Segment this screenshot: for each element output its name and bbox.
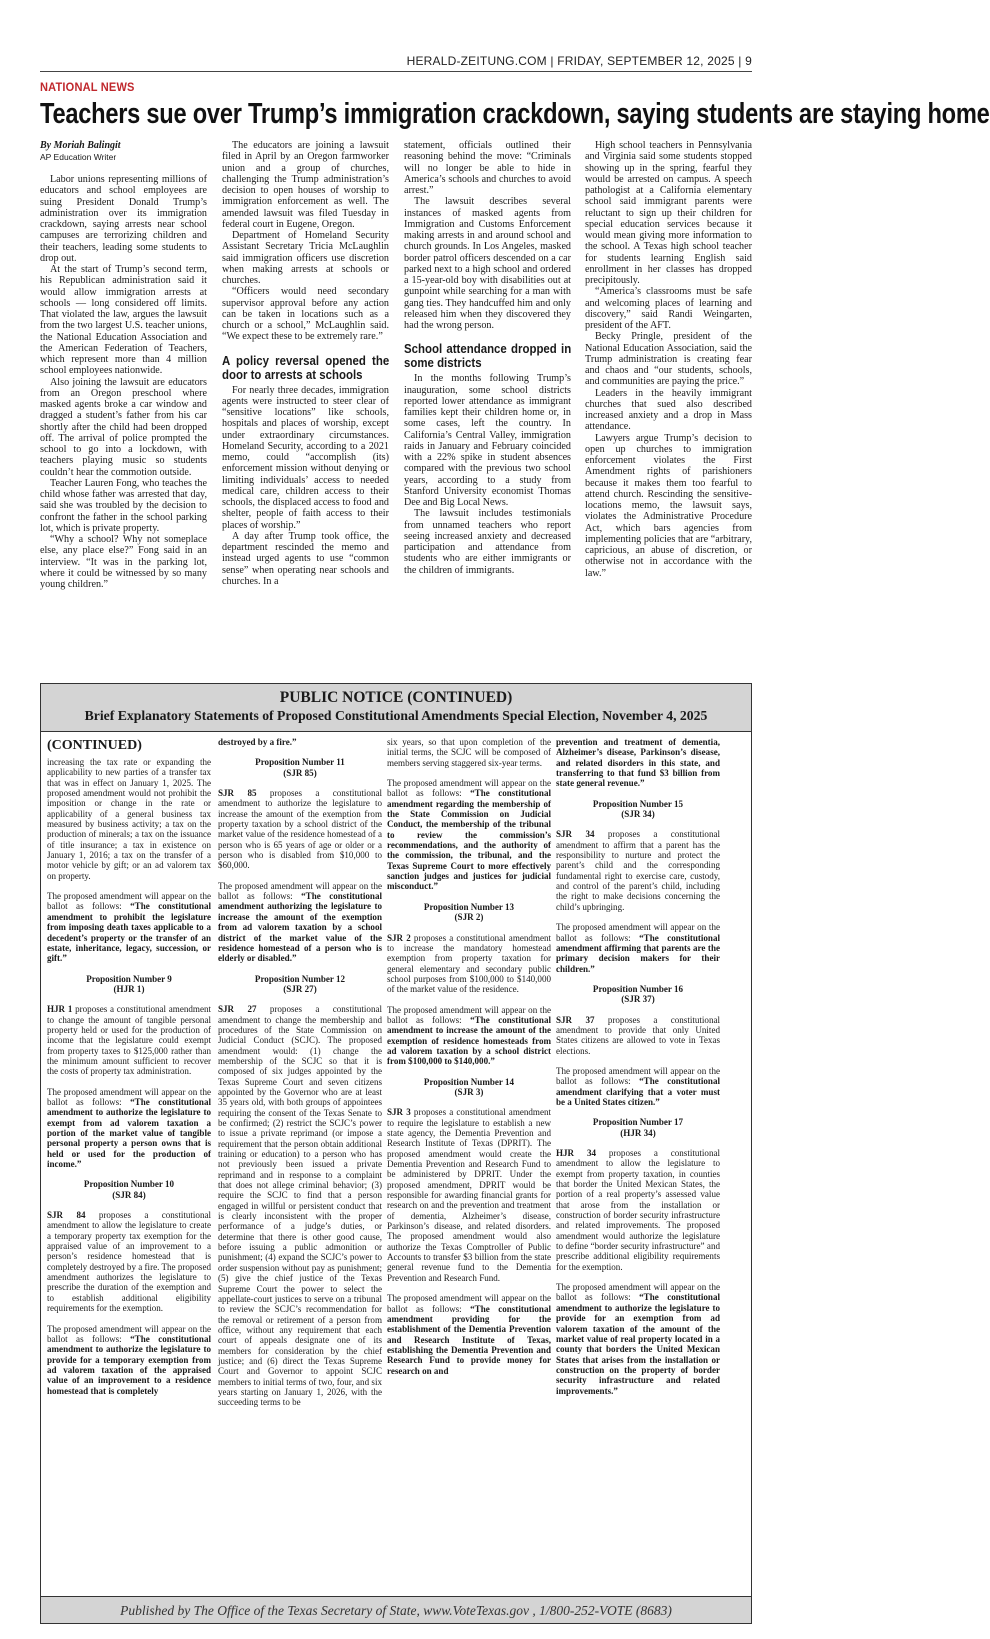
paragraph: At the start of Trump’s second term, his Republican administration said it would allow immigration arrests at schools — long considered off limits. That violated the law, argues the lawsuit from the two largest U.S. teacher unions, the National Education Association and the American Federation of Teachers, which represent more than 4 million school employees nationwide. <box>40 264 207 377</box>
notice-paragraph: SJR 27 proposes a constitutional amendment to change the membership and procedures of the State Commission on Judicial Conduct (SCJC). The proposed amendment would: (1) change the membership of the SCJC so that it is composed of six judges appointed by the Texas Supreme Court and seven citizens appointed by the Governor who are at least 35 years old, with both groups of appointees requiring the consent of the Texas Senate to be confirmed; (2) restrict the SCJC’s power to issue a private reprimand (or impose a requirement that the person obtain additional training or education) to a person who has not previously been issued a private reprimand and in response to a complaint that does not allege criminal behavior; (3) require the SCJC to find that a person engaged in willful or persistent conduct that is clearly inconsistent with the proper performance of a judge’s duties, or determine that there is other good cause, before issuing a public admonition or punishment; (4) expand the SCJC’s power to order suspension without pay as punishment; (5) give the chief justice of the Texas Supreme Court the power to select the appellate-court justices to serve on a tribunal to review the SCJC’s recommendation for the removal or retirement of a person from office, without any requirement that each court of appeals designate one of its members for consideration by the chief justice; and (6) direct the Texas Supreme Court and Governor to appoint SCJC members to initial terms of two, four, and six years starting on January 1, 2026, with the succeeding terms to be <box>218 1004 382 1408</box>
notice-paragraph: The proposed amendment will appear on the ballot as follows: “The constitutional amendment clarifying that a voter must be a United States citizen.” <box>556 1065 720 1107</box>
notice-column-1 <box>47 737 211 1406</box>
masthead-rule <box>40 71 752 72</box>
proposition-heading: Proposition Number 11 (SJR 85) <box>255 757 345 778</box>
notice-paragraph: SJR 84 proposes a constitutional amendment to allow the legislature to create a temporary property tax exemption for the appraised value of an improvement to a person’s residence homestead that is completely destroyed by a fire. The proposed amendment authorizes the legislature to prescribe the duration of the exemption and to establish additional eligibility requirements for the exemption. <box>47 1210 211 1314</box>
notice-paragraph: The proposed amendment will appear on the ballot as follows: “The constitutional amendment regarding the membership of the State Commission on Judicial Conduct, the membership of the tribunal to review the commission’s recommendations, and the authority of the commission, the tribunal, and the Texas Supreme Court to more effectively sanction judges and justices for judicial misconduct.” <box>387 778 551 892</box>
notice-paragraph: increasing the tax rate or expanding the applicability to new parties of a transfer tax that was in effect on January 1, 2025. The proposed amendment would not prohibit the imposition or change in the rate or applicability of a general business tax measured by business activity; a tax on the production of minerals; a tax on the issuance of title insurance; a tax in existence on January 1, 2016; a tax on the transfer of a motor vehicle by gift; or an ad valorem tax on property. <box>47 757 211 881</box>
paragraph: Teacher Lauren Fong, who teaches the child whose father was arrested that day, said she was troubled by the decision to confront the father in the school parking lot, which is private property. <box>40 477 207 534</box>
notice-paragraph: SJR 37 proposes a constitutional amendment to provide that only United States citizens are allowed to vote in Texas elections. <box>556 1014 720 1056</box>
notice-paragraph: HJR 34 proposes a constitutional amendment to allow the legislature to exempt from property taxation, in counties that border the United Mexican States, the portion of a real property’s assessed value that arose from the installation or construction of border security infrastructure and related improvements. The proposed amendment would authorize the legislature to define “border security infrastructure” and prescribe additional eligibility requirements for the exemption. <box>556 1148 720 1272</box>
notice-header <box>41 684 751 732</box>
article-column-1 <box>40 140 207 590</box>
paragraph: A day after Trump took office, the department rescinded the memo and instead urged agents to use “common sense” when operating near schools and churches. In a <box>222 530 389 587</box>
proposition-heading: Proposition Number 13 (SJR 2) <box>423 901 515 923</box>
masthead <box>40 54 752 74</box>
notice-paragraph: prevention and treatment of dementia, Alzheimer’s disease, Parkinson’s disease, and related disorders in this state, and transferring to that fund $3 billion from state general revenue.” <box>556 737 720 789</box>
notice-paragraph: The proposed amendment will appear on the ballot as follows: “The constitutional amendment to prohibit the legislature from imposing death taxes applicable to a decedent’s property or the transfer of an estate, inheritance, legacy, succession, or gift.” <box>47 891 211 964</box>
paragraph: Labor unions representing millions of educators and school employees are suing President Donald Trump’s administration over its immigration crackdown, saying arrests near school campuses are terrorizing children and their teachers, leading some students to drop out. <box>40 174 207 264</box>
paragraph: Department of Homeland Security Assistant Secretary Tricia McLaughlin said immigration officers use discretion when making arrests at schools or churches. <box>222 230 389 286</box>
paragraph: Becky Pringle, president of the National Education Association, said the Trump administration is creating fear and chaos and “our students, schools, and communities are paying the price.” <box>585 331 752 388</box>
notice-paragraph: SJR 3 proposes a constitutional amendment to require the legislature to establish a new state agency, the Dementia Prevention and Research Institute of Texas (DPRIT). The proposed amendment would create the Dementia Prevention and Research Fund to be administered by DPRIT. Under the proposed amendment, DPRIT would be responsible for awarding financial grants for research on and the prevention and treatment of dementia, Alzheimer’s disease, Parkinson’s disease, and related disorders. The proposed amendment would also authorize the Texas Comptroller of Public Accounts to transfer $3 billion from the state general revenue fund to the Dementia Prevention and Research Fund. <box>387 1107 552 1283</box>
notice-column-3 <box>387 737 551 1386</box>
notice-subtitle: Brief Explanatory Statements of Proposed Constitutional Amendments Special Election, November 4, 2025 <box>84 708 708 723</box>
notice-paragraph: SJR 85 proposes a constitutional amendment to authorize the legislature to increase the amount of the exemption from property taxation by a school district of the market value of the residence homestead of a person who is 65 years of age or older or a person who is disabled from $10,000 to $60,000. <box>218 788 382 871</box>
notice-column-4 <box>556 737 720 1406</box>
notice-paragraph: The proposed amendment will appear on the ballot as follows: “The constitutional amendment to authorize the legislature to provide for an exemption from ad valorem taxation of the amount of the market value of real property located in a county that borders the United Mexican States that arises from the installation or construction on the property of border security infrastructure and related improvements.” <box>556 1282 720 1396</box>
paragraph: “Officers would need secondary supervisor approval before any action can be taken in locations such as a church or a school,” McLaughlin said. “We expect these to be extremely rare.” <box>222 286 389 343</box>
byline-title: AP Education Writer <box>40 152 117 162</box>
notice-paragraph: six years, so that upon completion of the initial terms, the SCJC will be composed of members serving staggered six-year terms. <box>387 737 551 768</box>
notice-paragraph: destroyed by a fire.” <box>218 737 297 747</box>
subhead: A policy reversal opened the door to arrests at schools <box>222 352 390 382</box>
paragraph: The lawsuit includes testimonials from unnamed teachers who report seeing increased anxiety and decreased participation and attendance from students who are either immigrants or the children of immigrants. <box>404 508 571 576</box>
subhead: School attendance dropped in some districts <box>404 341 572 371</box>
byline: By Moriah Balingit <box>40 140 121 151</box>
headline: Teachers sue over Trump’s immigration crackdown, saying students are staying home <box>40 98 990 130</box>
paragraph: The lawsuit describes several instances of masked agents from Immigration and Customs Enforcement making arrests in and around school and church grounds. In Los Angeles, masked border patrol officers descended on a car parked next to a high school and ordered a 15-year-old boy with disabilities out at gunpoint while searching for a man with gang ties. They handcuffed him and only released him when they discovered they had the wrong person. <box>404 196 571 331</box>
paragraph: High school teachers in Pennsylvania and Virginia said some students stopped showing up in the spring, fearful they would be arrested on campus. A speech pathologist at a California elementary school said immigrant parents were reluctant to sign up their children for special education services because it would mean giving more information to the school. A Texas high school teacher for students learning English said enrollment in her classes has dropped precipitously. <box>585 140 752 286</box>
notice-paragraph: The proposed amendment will appear on the ballot as follows: “The constitutional amendment to increase the amount of the exemption of residence homesteads from ad valorem taxation by a school district from $100,000 to $140,000.” <box>387 1004 551 1067</box>
paragraph: For nearly three decades, immigration agents were instructed to steer clear of “sensitive locations” like schools, hospitals and places of worship, except under extraordinary circumstances. Homeland Security, according to a 2021 memo, could “accomplish (its) enforcement mission without denying or limiting individuals’ access to needed medical care, children access to their schools, the displaced access to food and shelter, people of faith access to their places of worship.” <box>222 384 389 531</box>
notice-paragraph: HJR 1 proposes a constitutional amendment to change the amount of tangible personal property held or used for the production of income that the legislature could exempt from property taxes to $125,000 rather than the minimum amount sufficient to recover the costs of property tax administration. <box>47 1004 211 1077</box>
article-column-4 <box>585 140 752 579</box>
proposition-heading: Proposition Number 16 (SJR 37) <box>592 983 684 1005</box>
article-column-3 <box>404 140 571 576</box>
notice-footer: Published by The Office of the Texas Secretary of State, www.VoteTexas.gov , 1/800-252-VOTE (8683) <box>41 1596 751 1623</box>
paragraph: Also joining the lawsuit are educators from an Oregon preschool where masked agents broke a car window and dragged a student’s father from his car shortly after the child had been dropped off. The arrival of police prompted the school to go into a lockdown, with teachers playing music so students couldn’t hear the commotion outside. <box>40 376 207 478</box>
notice-paragraph: The proposed amendment will appear on the ballot as follows: “The constitutional amendment providing for the establishment of the Dementia Prevention and Research Institute of Texas, establishing the Dementia Prevention and Research Fund to provide money for research on and <box>387 1293 551 1376</box>
article-column-2 <box>222 140 389 587</box>
public-notice <box>40 683 752 1624</box>
article-body <box>40 140 752 670</box>
dateline: HERALD-ZEITUNG.COM | FRIDAY, SEPTEMBER 12, 2025 | 9 <box>406 54 752 68</box>
notice-paragraph: SJR 34 proposes a constitutional amendment to affirm that a parent has the responsibility to nurture and protect the parent’s child and the corresponding fundamental right to exercise care, custody, and control of the parent’s child, including the right to make decisions concerning the child’s upbringing. <box>556 829 720 912</box>
proposition-heading: Proposition Number 17 (HJR 34) <box>592 1117 684 1138</box>
paragraph: statement, officials outlined their reasoning behind the move: “Criminals will no longer be able to hide in America’s schools and churches to avoid arrest.” <box>404 140 571 196</box>
paragraph: “America’s classrooms must be safe and welcoming places of learning and discovery,” said Randi Weingarten, president of the AFT. <box>585 286 752 331</box>
paragraph: Leaders in the heavily immigrant churches that sued also described increased anxiety and a drop in Mass attendance. <box>585 387 752 433</box>
notice-paragraph: The proposed amendment will appear on the ballot as follows: “The constitutional amendment to authorize the legislature to provide for a temporary exemption from ad valorem taxation of the appraised value of an improvement to a residence homestead that is completely <box>47 1323 211 1396</box>
paragraph: Lawyers argue Trump’s decision to open up churches to immigration enforcement violates the First Amendment rights of parishioners because it makes them too fearful to attend church. Rescinding the sensitive-locations memo, the lawsuit says, violates the Administrative Procedure Act, which bars agencies from implementing policies that are “arbitrary, capricious, an abuse of discretion, or otherwise not in accordance with the law.” <box>585 432 752 579</box>
proposition-heading: Proposition Number 12 (SJR 27) <box>254 973 346 994</box>
proposition-heading: Proposition Number 10 (SJR 84) <box>83 1179 175 1200</box>
notice-title: PUBLIC NOTICE (CONTINUED) <box>279 689 513 706</box>
continued-label: (CONTINUED) <box>47 738 142 753</box>
section-label: NATIONAL NEWS <box>40 80 135 94</box>
proposition-heading: Proposition Number 15 (SJR 34) <box>592 798 684 820</box>
paragraph: “Why a school? Why not someplace else, any place else?” Fong said in an interview. “It was in the parking lot, where it could be witnessed by so many young children.” <box>40 534 207 590</box>
notice-column-2 <box>218 737 382 1418</box>
notice-paragraph: SJR 2 proposes a constitutional amendment to increase the mandatory homestead exemption from property taxation for general elementary and secondary public school purposes from $100,000 to $140,000 of the market value of the residence. <box>387 932 552 995</box>
notice-paragraph: The proposed amendment will appear on the ballot as follows: “The constitutional amendment authorizing the legislature to increase the amount of the exemption from ad valorem taxation by a school district of the market value of the residence homestead of a person who is elderly or disabled.” <box>218 880 382 964</box>
notice-paragraph: The proposed amendment will appear on the ballot as follows: “The constitutional amendment to authorize the legislature to exempt from ad valorem taxation a portion of the market value of tangible personal property a person owns that is held or used for the production of income.” <box>47 1086 211 1170</box>
proposition-heading: Proposition Number 14 (SJR 3) <box>423 1076 515 1097</box>
notice-paragraph: The proposed amendment will appear on the ballot as follows: “The constitutional amendment affirming that parents are the primary decision makers for their children.” <box>556 922 720 974</box>
paragraph: In the months following Trump’s inauguration, some school districts reported lower attendance as immigrant families kept their children home or, in some cases, left the country. In California’s Central Valley, immigration raids in January and February coincided with a 22% spike in student absences compared with the previous two school years, according to a study from Stanford University economist Thomas Dee and Big Local News. <box>404 373 571 508</box>
proposition-heading: Proposition Number 9 (HJR 1) <box>86 973 172 994</box>
paragraph: The educators are joining a lawsuit filed in April by an Oregon farmworker union and a group of churches, challenging the Trump administration’s decision to open houses of worship to immigration enforcement as well. The amended lawsuit was filed Tuesday in federal court in Eugene, Oregon. <box>222 140 389 230</box>
